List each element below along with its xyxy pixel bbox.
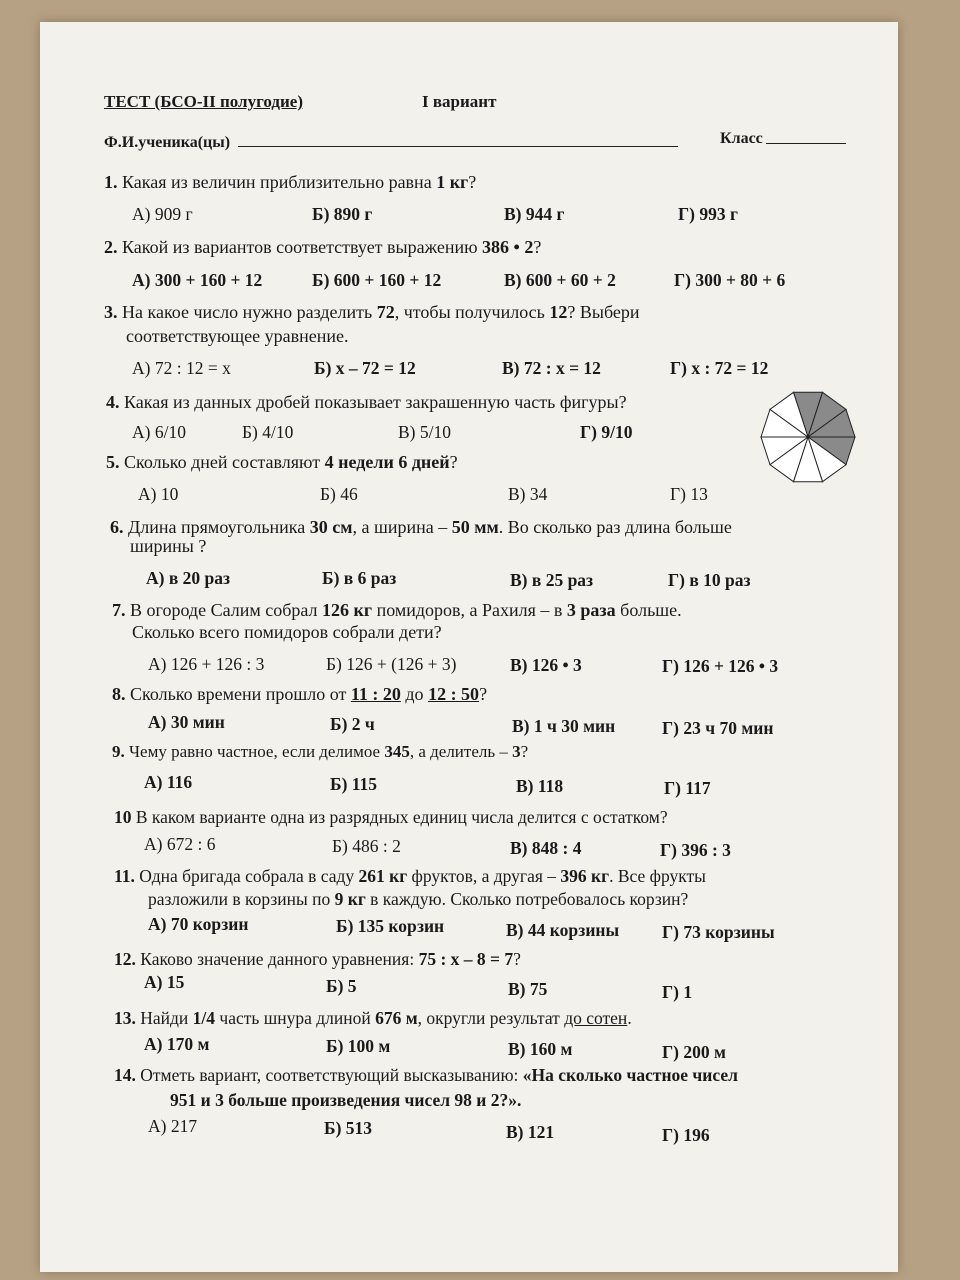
- option-d[interactable]: Г) 13: [670, 484, 708, 504]
- question-value: 50 мм: [451, 517, 499, 537]
- question-text: в каждую. Сколько потребовалось корзин?: [365, 889, 689, 909]
- option-c[interactable]: В) 118: [516, 776, 564, 796]
- question-text: Отметь вариант, соответствующий высказыванию:: [140, 1065, 523, 1085]
- question-text: В огороде Салим собрал: [130, 600, 323, 620]
- question-11-line-2: [148, 889, 688, 910]
- question-value: 30 см: [309, 517, 353, 537]
- question-value: 386 • 2: [482, 237, 534, 257]
- question-text: .: [627, 1008, 632, 1028]
- option-c[interactable]: В) 848 : 4: [510, 838, 582, 858]
- option-d[interactable]: Г) 126 + 126 • 3: [662, 656, 779, 676]
- question-text: ?: [468, 172, 477, 192]
- question-text: помидоров, а Рахиля – в: [372, 600, 567, 620]
- question-12: [114, 949, 521, 970]
- question-11: [114, 866, 706, 887]
- option-a[interactable]: А) 10: [138, 484, 179, 504]
- option-a[interactable]: А) 217: [148, 1116, 198, 1136]
- question-text: Найди: [140, 1008, 193, 1028]
- option-b[interactable]: Б) 115: [330, 774, 378, 794]
- option-a[interactable]: А) 170 м: [144, 1034, 210, 1054]
- question-text: Сколько времени прошло от: [130, 684, 351, 704]
- option-b[interactable]: Б) 513: [324, 1118, 373, 1138]
- question-7-line-2: Сколько всего помидоров собрали дети?: [132, 622, 442, 642]
- option-d[interactable]: Г) 73 корзины: [662, 922, 775, 942]
- question-value: «На сколько частное чисел: [522, 1065, 738, 1085]
- option-a[interactable]: А) 300 + 160 + 12: [132, 270, 263, 290]
- option-b[interactable]: Б) 600 + 160 + 12: [312, 270, 442, 290]
- question-value: 1 кг: [436, 172, 469, 192]
- option-d[interactable]: Г) 9/10: [580, 422, 633, 442]
- option-c[interactable]: В) 160 м: [508, 1039, 573, 1059]
- question-9: [112, 742, 528, 762]
- question-14-line-2: 951 и 3 больше произведения чисел 98 и 2?».: [170, 1090, 522, 1110]
- question-number: 13.: [114, 1008, 136, 1028]
- option-c[interactable]: В) 126 • 3: [510, 655, 582, 675]
- option-b[interactable]: Б) 2 ч: [330, 714, 375, 734]
- question-2: [104, 237, 541, 258]
- option-d[interactable]: Г) 993 г: [678, 204, 738, 224]
- question-value: 3: [512, 742, 521, 761]
- option-b[interactable]: Б) 486 : 2: [332, 836, 401, 856]
- question-text: Чему равно частное, если делимое: [129, 742, 385, 761]
- option-d[interactable]: Г) 1: [662, 982, 693, 1002]
- option-b[interactable]: Б) в 6 раз: [322, 568, 397, 588]
- option-d[interactable]: Г) 300 + 80 + 6: [674, 270, 786, 290]
- question-value: 126 кг: [322, 600, 373, 620]
- option-a[interactable]: А) 72 : 12 = х: [132, 358, 231, 378]
- student-name-line[interactable]: [238, 146, 678, 147]
- option-c[interactable]: В) 75: [508, 979, 548, 999]
- option-a[interactable]: А) в 20 раз: [146, 568, 231, 588]
- student-name-label: Ф.И.ученика(цы): [104, 134, 231, 151]
- question-value: 261 кг: [358, 866, 408, 886]
- question-number: 8.: [112, 684, 126, 704]
- question-value: 676 м: [375, 1008, 418, 1028]
- question-14: [114, 1065, 738, 1086]
- question-value: 3 раза: [566, 600, 616, 620]
- question-4: [106, 392, 627, 413]
- question-number: 10: [114, 807, 132, 827]
- option-a[interactable]: А) 909 г: [132, 204, 193, 224]
- option-d[interactable]: Г) 396 : 3: [660, 840, 731, 860]
- shaded-octagon-figure: [758, 387, 858, 487]
- question-text: . Во сколько раз длина больше: [498, 517, 732, 537]
- option-d[interactable]: Г) 200 м: [662, 1042, 726, 1062]
- question-text: до: [400, 684, 429, 704]
- question-text: Какая из данных дробей показывает закрашенную часть фигуры?: [124, 392, 627, 412]
- option-b[interactable]: Б) 126 + (126 + 3): [326, 654, 457, 674]
- question-text: ? Выбери: [567, 302, 640, 322]
- question-text: ?: [479, 684, 488, 704]
- question-8: [112, 684, 487, 705]
- option-a[interactable]: А) 70 корзин: [148, 914, 249, 934]
- option-b[interactable]: Б) 890 г: [312, 204, 373, 224]
- question-number: 1.: [104, 172, 118, 192]
- question-text: . Все фрукты: [609, 866, 706, 886]
- question-number: 4.: [106, 392, 120, 412]
- option-a[interactable]: А) 6/10: [132, 422, 186, 442]
- question-text: , а делитель –: [409, 742, 513, 761]
- option-b[interactable]: Б) 4/10: [242, 422, 294, 442]
- question-text: , чтобы получилось: [394, 302, 550, 322]
- question-text: На какое число нужно разделить: [122, 302, 377, 322]
- question-value: 11 : 20: [350, 684, 401, 704]
- question-6-line-2: ширины ?: [130, 536, 207, 556]
- question-number: 9.: [112, 742, 125, 761]
- question-value: 4 недели 6 дней: [324, 452, 450, 472]
- question-value: 396 кг: [560, 866, 610, 886]
- question-10: [114, 807, 668, 828]
- question-value: 12: [549, 302, 568, 322]
- question-text: часть шнура длиной: [215, 1008, 376, 1028]
- question-text: ?: [513, 949, 521, 969]
- test-sheet: [40, 22, 898, 1272]
- option-d[interactable]: Г) в 10 раз: [668, 570, 751, 590]
- option-c[interactable]: В) 5/10: [398, 422, 451, 442]
- question-text: Сколько дней составляют: [124, 452, 325, 472]
- class-line[interactable]: [766, 143, 846, 144]
- question-number: 7.: [112, 600, 126, 620]
- question-text: ?: [533, 237, 542, 257]
- option-d[interactable]: Г) 196: [662, 1125, 710, 1145]
- question-value: 1/4: [192, 1008, 216, 1028]
- option-a[interactable]: А) 672 : 6: [144, 834, 216, 854]
- option-b[interactable]: Б) 100 м: [326, 1036, 391, 1056]
- question-number: 3.: [104, 302, 118, 322]
- option-a[interactable]: А) 116: [144, 772, 193, 792]
- option-c[interactable]: В) 944 г: [504, 204, 565, 224]
- question-text: В каком варианте одна из разрядных единиц числа делится с остатком?: [135, 807, 668, 827]
- option-a[interactable]: А) 30 мин: [148, 712, 225, 732]
- question-value: 72: [376, 302, 395, 322]
- question-text: Одна бригада собрала в саду: [139, 866, 359, 886]
- question-value: 345: [384, 742, 410, 761]
- question-value: 12 : 50: [428, 684, 480, 704]
- option-c[interactable]: В) 121: [506, 1122, 555, 1142]
- question-text: Какая из величин приблизительно равна: [122, 172, 437, 192]
- option-a[interactable]: А) 126 + 126 : 3: [148, 654, 265, 674]
- question-1: [104, 172, 476, 193]
- option-c[interactable]: В) 44 корзины: [506, 920, 620, 940]
- question-number: 11.: [114, 866, 135, 886]
- question-3-line-2: соответствующее уравнение.: [126, 326, 349, 346]
- question-value: 9 кг: [334, 889, 366, 909]
- question-13: [114, 1008, 632, 1029]
- question-text: Какой из вариантов соответствует выражению: [122, 237, 483, 257]
- option-c[interactable]: В) 72 : х = 12: [502, 358, 601, 378]
- question-text: ?: [520, 742, 529, 761]
- class-label: Класс: [720, 130, 763, 147]
- option-b[interactable]: Б) х – 72 = 12: [314, 358, 416, 378]
- question-5: [106, 452, 458, 473]
- question-text: разложили в корзины по: [148, 889, 335, 909]
- question-text: , а ширина –: [352, 517, 452, 537]
- variant-label: I вариант: [422, 92, 497, 111]
- question-number: 6.: [110, 517, 124, 537]
- option-c[interactable]: В) 1 ч 30 мин: [512, 716, 616, 736]
- question-text: Каково значение данного уравнения:: [140, 949, 419, 969]
- option-b[interactable]: Б) 5: [326, 976, 357, 996]
- question-value: 75 : х – 8 = 7: [418, 949, 514, 969]
- option-d[interactable]: Г) 117: [664, 778, 711, 798]
- question-text: Длина прямоугольника: [128, 517, 310, 537]
- question-text: фруктов, а другая –: [407, 866, 561, 886]
- option-d[interactable]: Г) 23 ч 70 мин: [662, 718, 774, 738]
- option-c[interactable]: В) в 25 раз: [510, 570, 594, 590]
- question-number: 14.: [114, 1065, 136, 1085]
- question-text: больше.: [615, 600, 682, 620]
- question-6: [110, 517, 732, 538]
- test-title: ТЕСТ (БСО-II полугодие): [104, 92, 303, 111]
- option-b[interactable]: Б) 135 корзин: [336, 916, 445, 936]
- question-number: 12.: [114, 949, 136, 969]
- question-7: [112, 600, 682, 621]
- question-text: до сотен: [564, 1008, 628, 1028]
- option-d[interactable]: Г) х : 72 = 12: [670, 358, 769, 378]
- question-number: 2.: [104, 237, 118, 257]
- question-text: ?: [449, 452, 458, 472]
- question-text: , округли результат: [417, 1008, 565, 1028]
- option-c[interactable]: В) 600 + 60 + 2: [504, 270, 616, 290]
- option-a[interactable]: А) 15: [144, 972, 185, 992]
- question-3: [104, 302, 640, 323]
- option-b[interactable]: Б) 46: [320, 484, 358, 504]
- question-number: 5.: [106, 452, 120, 472]
- option-c[interactable]: В) 34: [508, 484, 548, 504]
